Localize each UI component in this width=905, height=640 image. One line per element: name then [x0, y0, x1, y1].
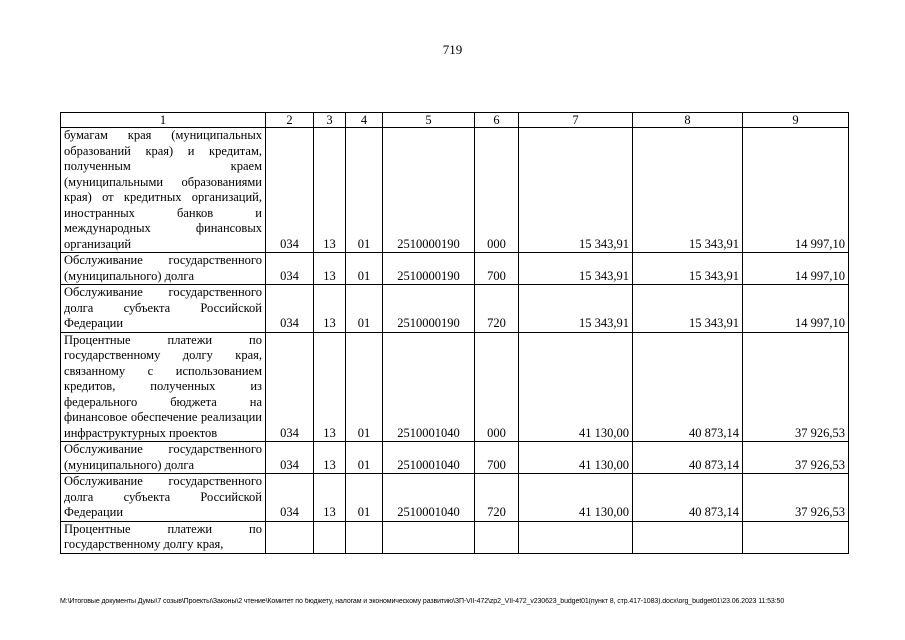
- row-name: Обслуживание государственного (муниципального) долга: [61, 253, 266, 285]
- cell-amount-7: 15 343,91: [519, 253, 633, 285]
- header-row: [61, 113, 849, 128]
- table-row: [61, 442, 849, 474]
- cell-subsection: 01: [346, 442, 383, 474]
- column-header: 2: [266, 113, 314, 128]
- cell-target-article: 2510000190: [383, 285, 475, 333]
- cell-expense-type: 700: [475, 442, 519, 474]
- column-header: 3: [314, 113, 346, 128]
- cell-ministry: [266, 521, 314, 553]
- cell-expense-type: 700: [475, 253, 519, 285]
- cell-subsection: 01: [346, 253, 383, 285]
- column-header: 9: [743, 113, 849, 128]
- row-name: Обслуживание государственного долга субъекта Российской Федерации: [61, 474, 266, 522]
- cell-subsection: 01: [346, 285, 383, 333]
- table-row: [61, 332, 849, 442]
- row-name: Процентные платежи по государственному долгу края, связанному с использованием кредитов, полученных из федерального бюджета на финансовое обеспечение реализации инфраструктурных проектов: [61, 332, 266, 442]
- cell-amount-9: 37 926,53: [743, 442, 849, 474]
- cell-amount-9: 14 997,10: [743, 128, 849, 253]
- cell-section: 13: [314, 442, 346, 474]
- table-row: [61, 521, 849, 553]
- cell-amount-7: 15 343,91: [519, 128, 633, 253]
- cell-ministry: 034: [266, 442, 314, 474]
- cell-expense-type: 000: [475, 128, 519, 253]
- cell-expense-type: [475, 521, 519, 553]
- cell-amount-8: 40 873,14: [633, 474, 743, 522]
- column-header: 5: [383, 113, 475, 128]
- cell-amount-7: [519, 521, 633, 553]
- cell-target-article: [383, 521, 475, 553]
- cell-ministry: 034: [266, 332, 314, 442]
- cell-target-article: 2510000190: [383, 253, 475, 285]
- page-number: 719: [442, 42, 463, 57]
- cell-ministry: 034: [266, 474, 314, 522]
- cell-expense-type: 000: [475, 332, 519, 442]
- cell-ministry: 034: [266, 128, 314, 253]
- table-row: [61, 253, 849, 285]
- cell-subsection: 01: [346, 332, 383, 442]
- cell-amount-8: 15 343,91: [633, 253, 743, 285]
- column-header: 8: [633, 113, 743, 128]
- cell-ministry: 034: [266, 285, 314, 333]
- column-header: 7: [519, 113, 633, 128]
- cell-target-article: 2510001040: [383, 474, 475, 522]
- table-row: [61, 128, 849, 253]
- column-header: 4: [346, 113, 383, 128]
- cell-amount-8: 40 873,14: [633, 442, 743, 474]
- cell-amount-7: 41 130,00: [519, 442, 633, 474]
- cell-section: 13: [314, 128, 346, 253]
- cell-amount-9: 37 926,53: [743, 474, 849, 522]
- cell-amount-7: 41 130,00: [519, 332, 633, 442]
- cell-expense-type: 720: [475, 285, 519, 333]
- column-header: 1: [61, 113, 266, 128]
- cell-section: [314, 521, 346, 553]
- cell-amount-8: 15 343,91: [633, 285, 743, 333]
- cell-section: 13: [314, 474, 346, 522]
- cell-amount-9: 14 997,10: [743, 285, 849, 333]
- cell-amount-7: 41 130,00: [519, 474, 633, 522]
- cell-amount-7: 15 343,91: [519, 285, 633, 333]
- cell-target-article: 2510001040: [383, 442, 475, 474]
- row-name: Процентные платежи по государственному долгу края,: [61, 521, 266, 553]
- row-name: Обслуживание государственного долга субъекта Российской Федерации: [61, 285, 266, 333]
- table-row: [61, 285, 849, 333]
- cell-amount-9: 14 997,10: [743, 253, 849, 285]
- cell-amount-8: 40 873,14: [633, 332, 743, 442]
- row-name: Обслуживание государственного (муниципального) долга: [61, 442, 266, 474]
- cell-subsection: 01: [346, 128, 383, 253]
- cell-target-article: 2510001040: [383, 332, 475, 442]
- cell-amount-9: 37 926,53: [743, 332, 849, 442]
- column-header: 6: [475, 113, 519, 128]
- cell-expense-type: 720: [475, 474, 519, 522]
- cell-subsection: 01: [346, 474, 383, 522]
- budget-table: [60, 112, 849, 554]
- cell-amount-8: 15 343,91: [633, 128, 743, 253]
- cell-target-article: 2510000190: [383, 128, 475, 253]
- cell-section: 13: [314, 332, 346, 442]
- cell-section: 13: [314, 285, 346, 333]
- row-name: бумагам края (муниципальных образований края) и кредитам, полученным краем (муниципальными образованиями края) от кредитных организаций, иностранных банков и международных финансовых организаций: [61, 128, 266, 253]
- cell-section: 13: [314, 253, 346, 285]
- document-path-footer: M:\Итоговые документы Думы\7 созыв\Проекты\Законы\2 чтение\Комитет по бюджету, налогам и экономическому развитию\ЗП-VII-472\zp2_VII-472_v230623_budget01(пункт 8, стр.417-1083).docx\org_budget01\23.06.2023 11:53:50: [60, 598, 785, 605]
- table-row: [61, 474, 849, 522]
- cell-amount-8: [633, 521, 743, 553]
- cell-subsection: [346, 521, 383, 553]
- cell-amount-9: [743, 521, 849, 553]
- cell-ministry: 034: [266, 253, 314, 285]
